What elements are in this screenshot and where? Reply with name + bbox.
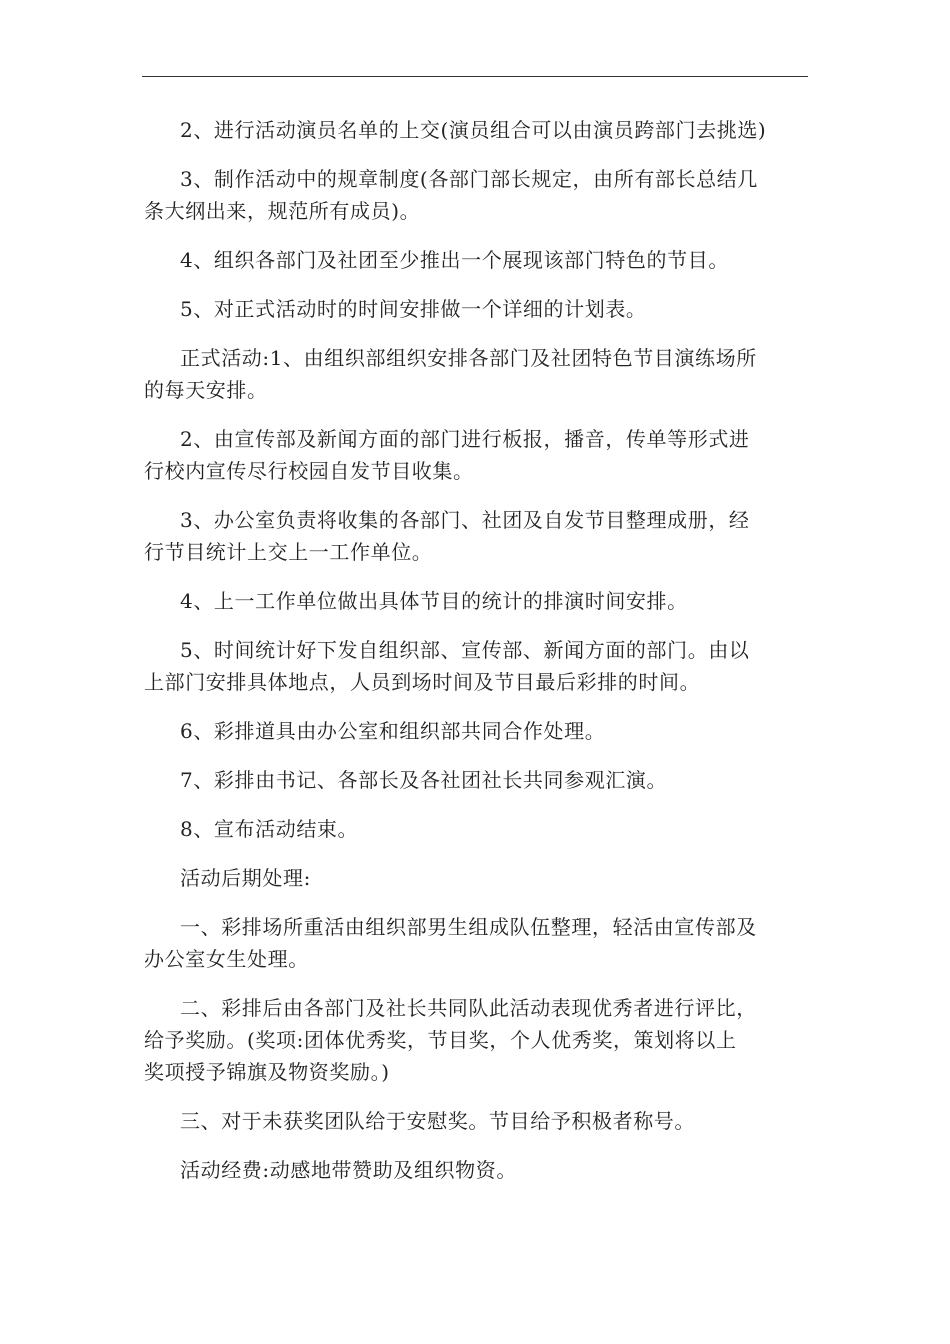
paragraph	[144, 1105, 812, 1137]
paragraph-line: 活动后期处理:	[180, 866, 311, 890]
paragraph	[144, 244, 812, 276]
paragraph	[144, 764, 812, 796]
header-rule	[142, 76, 808, 77]
paragraph-line: 6、彩排道具由办公室和组织部共同合作处理。	[180, 719, 606, 743]
paragraph-line: 二、彩排后由各部门及社长共同队此活动表现优秀者进行评比，	[180, 996, 757, 1020]
paragraph-line: 行节目统计上交上一工作单位。	[144, 540, 433, 564]
paragraph	[144, 504, 812, 568]
paragraph-line: 4、上一工作单位做出具体节目的统计的排演时间安排。	[180, 589, 688, 613]
paragraph-line: 3、制作活动中的规章制度(各部门部长规定，由所有部长总结几	[180, 167, 758, 191]
paragraph-line: 上部门安排具体地点，人员到场时间及节目最后彩排的时间。	[144, 670, 701, 694]
paragraph-line: 4、组织各部门及社团至少推出一个展现该部门特色的节目。	[180, 248, 729, 272]
paragraph-line: 5、时间统计好下发自组织部、宣传部、新闻方面的部门。由以	[180, 638, 750, 662]
paragraph-line: 一、彩排场所重活由组织部男生组成队伍整理，轻活由宣传部及	[180, 915, 757, 939]
paragraph-line: 5、对正式活动时的时间安排做一个详细的计划表。	[180, 297, 647, 321]
paragraph	[144, 911, 812, 975]
paragraph	[144, 634, 812, 698]
paragraph-line: 的每天安排。	[144, 378, 268, 402]
paragraph	[144, 293, 812, 325]
paragraph-line: 给予奖励。(奖项:团体优秀奖，节目奖，个人优秀奖，策划将以上	[144, 1028, 737, 1052]
paragraph-line: 活动经费:动感地带赞助及组织物资。	[180, 1158, 517, 1182]
paragraph-line: 3、办公室负责将收集的各部门、社团及自发节目整理成册，经	[180, 508, 750, 532]
paragraph	[144, 114, 812, 146]
paragraph-line: 正式活动:1、由组织部组织安排各部门及社团特色节目演练场所	[180, 346, 757, 370]
paragraph-line: 办公室女生处理。	[144, 947, 309, 971]
paragraph-line: 条大纲出来，规范所有成员)。	[144, 199, 421, 223]
paragraph-line: 2、进行活动演员名单的上交(演员组合可以由演员跨部门去挑选)	[180, 118, 767, 142]
paragraph-line: 7、彩排由书记、各部长及各社团社长共同参观汇演。	[180, 768, 668, 792]
paragraph	[144, 423, 812, 487]
paragraph	[144, 585, 812, 617]
paragraph	[144, 1154, 812, 1186]
paragraph	[144, 992, 812, 1088]
paragraph-line: 行校内宣传尽行校园自发节目收集。	[144, 459, 474, 483]
paragraph	[144, 342, 812, 406]
document-body	[144, 114, 812, 1203]
paragraph	[144, 862, 812, 894]
paragraph	[144, 163, 812, 227]
paragraph-line: 奖项授予锦旗及物资奖励。)	[144, 1060, 390, 1084]
paragraph	[144, 715, 812, 747]
paragraph-line: 8、宣布活动结束。	[180, 817, 359, 841]
paragraph-line: 2、由宣传部及新闻方面的部门进行板报，播音，传单等形式进	[180, 427, 750, 451]
paragraph	[144, 813, 812, 845]
paragraph-line: 三、对于未获奖团队给于安慰奖。节目给予积极者称号。	[180, 1109, 695, 1133]
